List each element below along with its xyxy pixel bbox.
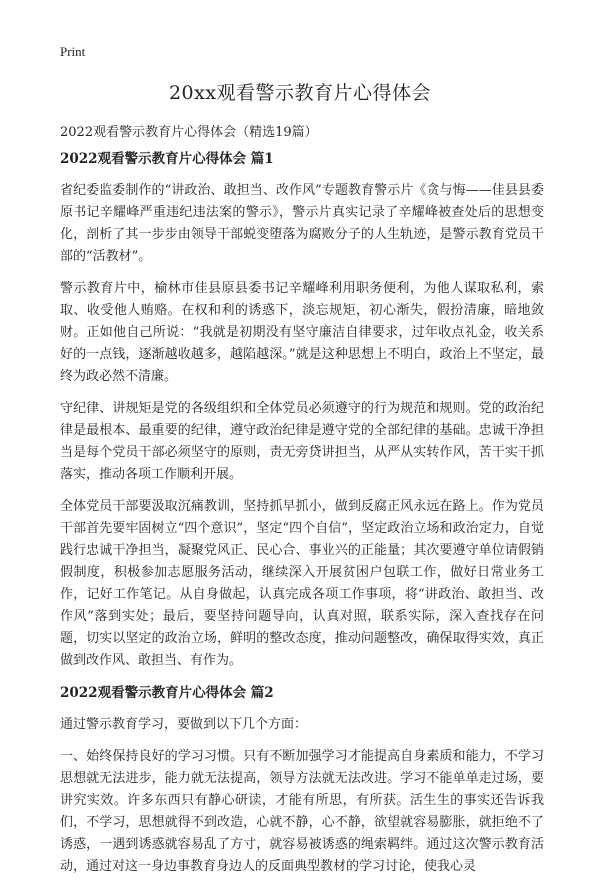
document-subtitle: 2022观看警示教育片心得体会（精选19篇） bbox=[60, 125, 318, 140]
section-2 bbox=[60, 682, 544, 878]
section-heading: 2022观看警示教育片心得体会 篇2 bbox=[60, 685, 274, 701]
paragraph: 警示教育片中，榆林市佳县原县委书记辛耀峰利用职务便利，为他人谋取私利，索取、收受他人贿赂。在权和利的诱惑下，淡忘规矩，初心渐失，假扮清廉，暗地敛财。正如他自己所说：“我就是初期没有坚守廉洁自律要求，过年收点礼金，收关系好的一点钱，逐渐越收越多，越陷越深。”就是这种思想上不明白，政治上不坚定，最终为政必然不清廉。 bbox=[60, 281, 544, 384]
paragraph: 通过警示教育学习，要做到以下几个方面： bbox=[60, 717, 308, 732]
document-title: 20xx观看警示教育片心得体会 bbox=[168, 82, 432, 104]
section-heading: 2022观看警示教育片心得体会 篇1 bbox=[60, 151, 274, 167]
document-body bbox=[60, 148, 544, 888]
paragraph: 省纪委监委制作的“讲政治、敢担当、改作风”专题教育警示片《贪与悔——佳县县委原书记辛耀峰严重违纪违法案的警示》，警示片真实记录了辛耀峰被查处后的思想变化，剖析了其一步步由领导干部蜕变堕落为腐败分子的人生轨迹，是警示教育党员干部的“活教材”。 bbox=[60, 183, 544, 264]
paragraph: 全体党员干部要汲取沉痛教训，坚持抓早抓小，做到反腐正风永远在路上。作为党员干部首先要牢固树立“四个意识”，坚定“四个自信”，坚定政治立场和政治定力，自觉践行忠诚干净担当，凝聚党风正、民心合、事业兴的正能量；其次要遵守单位请假销假制度，积极参加志愿服务活动，继续深入开展贫困户包联工作，做好日常业务工作，记好工作笔记。从自身做起，认真完成各项工作事项，将“讲政治、敢担当、改作风”落到实处；最后，要坚持问题导向，认真对照，联系实际，深入查找存在问题，切实以坚定的政治立场，鲜明的整改态度，推动问题整改，确保取得实效，真正做到改作风、敢担当、有作为。 bbox=[60, 499, 544, 668]
paragraph: 一、始终保持良好的学习习惯。只有不断加强学习才能提高自身素质和能力，不学习思想就无法进步，能力就无法提高，领导方法就无法改进。学习不能单单走过场，要讲究实效。许多东西只有静心研读，才能有所思，有所获。活生生的事实还告诉我们，不学习，思想就得不到改造，心就不静，心不静，欲望就容易膨胀，就拒绝不了诱惑，一遇到诱惑就容易乱了方寸，就容易被诱惑的绳索羁绊。通过这次警示教育活动，通过对这一身边事教育身边人的反面典型教材的学习讨论，使我心灵 bbox=[60, 749, 544, 874]
print-link[interactable]: Print bbox=[60, 44, 86, 59]
section-1 bbox=[60, 148, 544, 672]
paragraph: 守纪律、讲规矩是党的各级组织和全体党员必须遵守的行为规范和规则。党的政治纪律是最根本、最重要的纪律，遵守政治纪律是遵守党的全部纪律的基础。忠诚干净担当是每个党员干部必须坚守的原则，责无旁贷讲担当，从严从实转作风，苦干实干抓落实，推动各项工作顺利开展。 bbox=[60, 401, 544, 482]
